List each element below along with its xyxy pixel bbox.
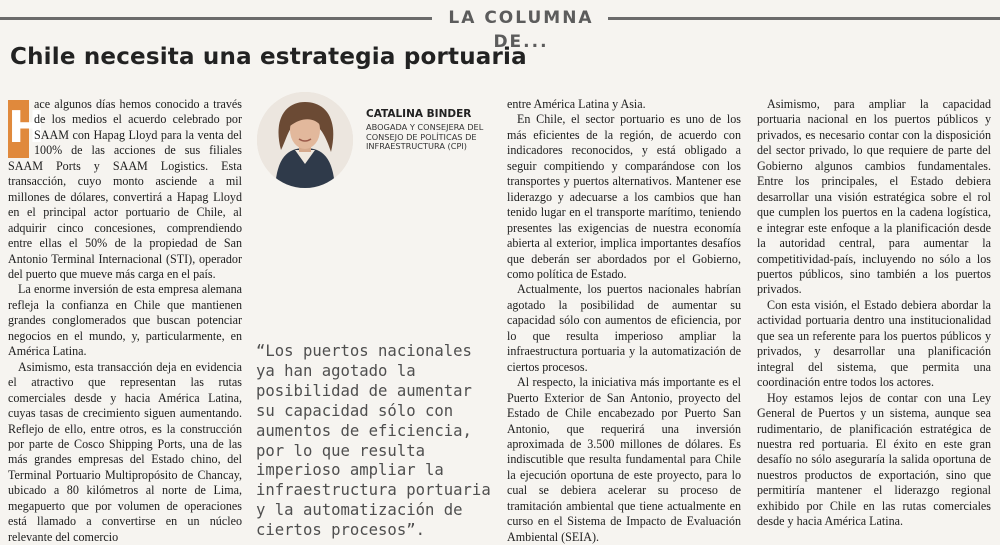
paragraph: Asimismo, esta transacción deja en evidencia el atractivo que representan las rutas comerciales desde y hacia América Latina, cuyas tasas de crecimiento siguen aumentando. Reflejo de ello, entre otros, es la construcción por parte de Cosco Shipping Ports, una de las más grandes empresas del Estado chino, del Terminal Portuario Multipropósito de Chancay, ubicado a 80 kilómetros al norte de Lima, megapuerto que por volumen de operaciones está llamado a convertirse en un núcleo relevante del comercio <box>8 359 242 544</box>
section-rule-right <box>608 17 1000 20</box>
paragraph: Asimismo, para ampliar la capacidad portuaria nacional en los puertos públicos y privados, es necesario contar con la disposición del sector privado, lo que requiere de parte del Gobierno algunos cambios fundamentales. Entre los principales, el Estado debiera desarrollar una visión estratégica sobre el rol que cumplen los puertos en la cadena logística, e integrar este enfoque a la planificación desde la autoridad central, para aumentar la competitividad-país, incluyendo no sólo a los puertos públicos, sino también a los puertos privados. <box>757 97 991 297</box>
paragraph: Actualmente, los puertos nacionales habrían agotado la posibilidad de aumentar su capacidad sólo con aumentos de eficiencia, por lo que resulta imperioso ampliar la infraestructura portuaria y la automatización de ciertos procesos. <box>507 282 741 374</box>
author-portrait <box>257 92 353 188</box>
pull-quote: “Los puertos nacionales ya han agotado la posibilidad de aumentar su capacidad sólo con aumentos de eficiencia, por lo que resulta imperioso ampliar la infraestructura portuaria y la automatización de ciertos procesos”. <box>256 342 491 540</box>
drop-cap: H <box>8 100 29 158</box>
section-rule-left <box>0 17 432 20</box>
author-role: ABOGADA Y CONSEJERA DEL CONSEJO DE POLÍTICAS DE INFRAESTRUCTURA (CPI) <box>366 122 484 152</box>
article-column-1 <box>8 97 242 545</box>
section-label: LA COLUMNA DE... <box>448 8 594 52</box>
article-column-3 <box>507 97 741 545</box>
paragraph: Al respecto, la iniciativa más importante es el Puerto Exterior de San Antonio, proyecto del Estado de Chile encabezado por Puerto San Antonio, que requerirá una inversión aproximada de 3.500 millones de dólares. Es indiscutible que resulta fundamental para Chile la ejecución oportuna de este proyecto, para lo cual se debiera acelerar su proceso de tramitación ambiental que tiene actualmente en curso en el Sistema de Impacto de Evaluación Ambiental (SEIA). <box>507 375 741 544</box>
author-name: CATALINA BINDER <box>366 108 472 120</box>
section-header <box>0 6 1000 52</box>
paragraph: Con esta visión, el Estado debiera abordar la actividad portuaria dentro una institucionalidad que sea un referente para los puertos públicos y privados, y desarrollar una planificación integral del sistema, que permita una coordinación entre todos los actores. <box>757 297 991 390</box>
paragraph <box>8 97 242 282</box>
paragraph: La enorme inversión de esta empresa alemana refleja la confianza en Chile que mantienen grandes conglomerados que buscan potenciar negocios en el mundo, y, particularmente, en América Latina. <box>8 282 242 359</box>
portrait-illustration <box>257 92 353 188</box>
paragraph: entre América Latina y Asia. <box>507 97 646 111</box>
article-column-4 <box>757 97 991 530</box>
article-headline: Chile necesita una estrategia portuaria <box>10 44 527 70</box>
paragraph-text: ace algunos días hemos conocido a través de los medios el acuerdo celebrado por SAAM con Hapag Lloyd para la venta del 100% de las acciones de sus filiales SAAM Ports y SAAM Logistics. Esta transacción, cuyo monto asciende a mil millones de dólares, convertirá a Hapag Lloyd en el principal actor portuario de Chile, al adquirir cinco concesiones, comprendiendo entre ellas el 50% de la propiedad de San Antonio Terminal Internacional (STI), operador del puerto que mueve más carga en el país. <box>8 97 242 281</box>
paragraph: En Chile, el sector portuario es uno de los más eficientes de la región, de acuerdo con indicadores reconocidos, y está obligado a seguir compitiendo y comparándose con los transportes y puertos alternativos. Mantener ese liderazgo y adecuarse a los cambios que han tenido lugar en el transporte marítimo, teniendo presentes las exigencias de nuestra economía abierta al exterior, implica importantes desafíos que deberán ser abordados por el Gobierno, como política de Estado. <box>507 112 741 281</box>
paragraph: Hoy estamos lejos de contar con una Ley General de Puertos y un sistema, aunque sea rudimentario, de planificación estratégica de nuestra red portuaria. El éxito en este gran desafío no sólo aseguraría la salida oportuna de nuestros productos de exportación, sino que permitiría mantener el liderazgo regional exhibido por Chile en las rutas comerciales desde y hacia América Latina. <box>757 390 991 529</box>
